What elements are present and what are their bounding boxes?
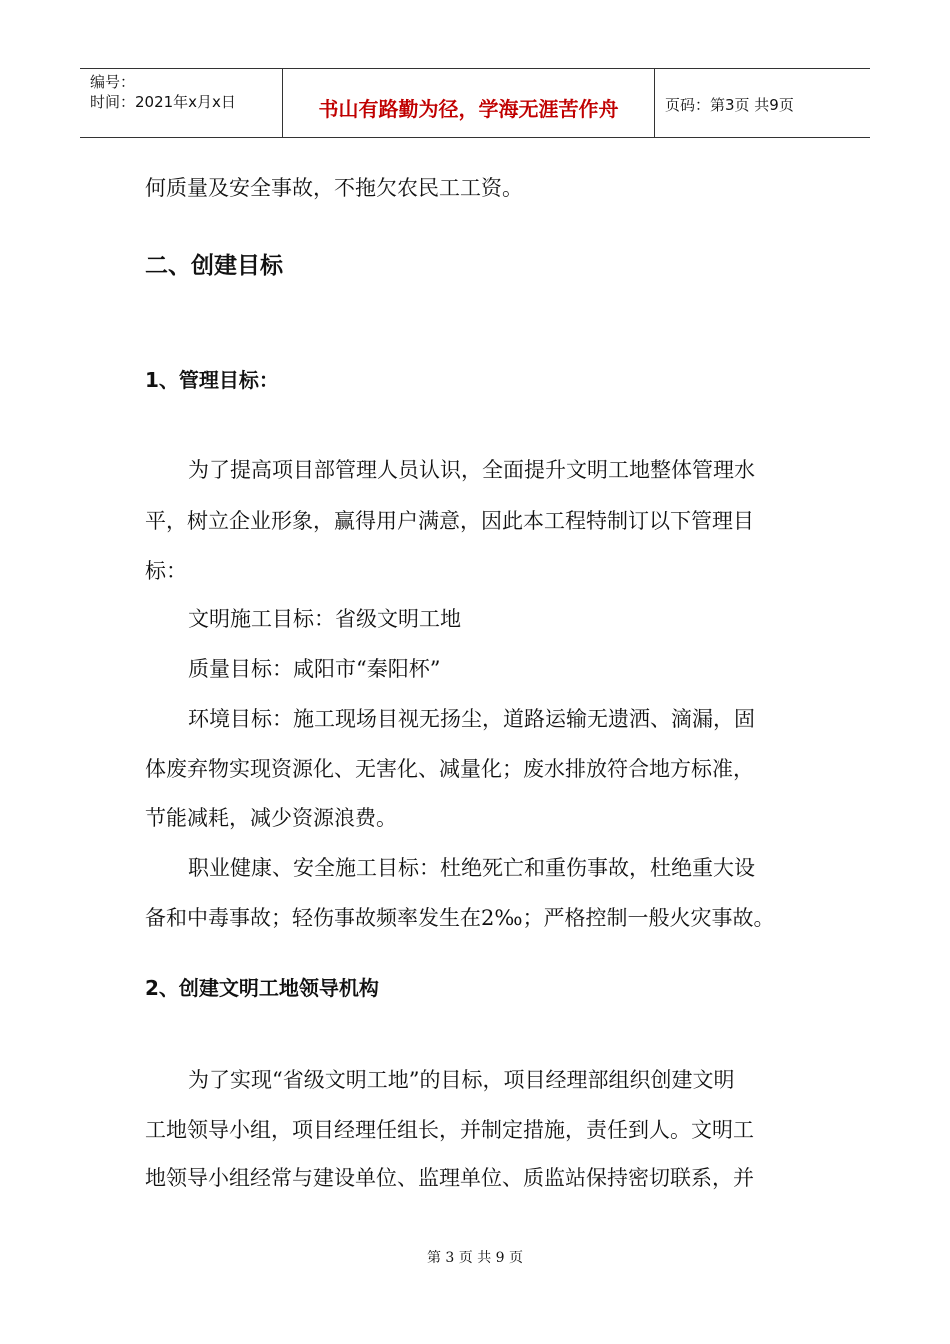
subsection-heading: 2、创建文明工地领导机构 xyxy=(145,976,379,1000)
paragraph-line: 标： xyxy=(145,559,187,583)
paragraph-line: 地领导小组经常与建设单位、监理单位、质监站保持密切联系，并 xyxy=(145,1166,754,1190)
paragraph-line: 文明施工目标：省级文明工地 xyxy=(188,607,461,631)
header-meta-cell xyxy=(80,69,283,137)
subsection-heading: 1、管理目标： xyxy=(145,368,279,392)
paragraph-line: 职业健康、安全施工目标：杜绝死亡和重伤事故，杜绝重大设 xyxy=(188,856,755,880)
motto: 书山有路勤为径，学海无涯苦作舟 xyxy=(318,97,619,121)
paragraph-line: 为了提高项目部管理人员认识，全面提升文明工地整体管理水 xyxy=(188,458,755,482)
paragraph-line: 何质量及安全事故，不拖欠农民工工资。 xyxy=(145,176,523,200)
date-label: 时间：2021年x月x日 xyxy=(90,93,236,111)
paragraph-line: 备和中毒事故；轻伤事故频率发生在2‰；严格控制一般火灾事故。 xyxy=(145,906,775,930)
number-label: 编号： xyxy=(90,73,136,91)
header-motto-cell xyxy=(283,69,655,137)
header-page-cell xyxy=(655,69,870,137)
section-heading: 二、创建目标 xyxy=(145,253,283,279)
paragraph-line: 为了实现“省级文明工地”的目标，项目经理部组织创建文明 xyxy=(188,1068,735,1092)
paragraph-line: 工地领导小组，项目经理任组长，并制定措施，责任到人。文明工 xyxy=(145,1118,754,1142)
page-footer: 第 3 页 共 9 页 xyxy=(426,1250,524,1266)
page-info: 页码：第3页 共9页 xyxy=(665,96,794,114)
paragraph-line: 质量目标：咸阳市“秦阳杯” xyxy=(188,657,441,681)
paragraph-line: 体废弃物实现资源化、无害化、减量化；废水排放符合地方标准， xyxy=(145,757,754,781)
header-table xyxy=(80,68,870,138)
paragraph-line: 节能减耗，减少资源浪费。 xyxy=(145,806,397,830)
paragraph-line: 平，树立企业形象，赢得用户满意，因此本工程特制订以下管理目 xyxy=(145,509,754,533)
paragraph-line: 环境目标：施工现场目视无扬尘，道路运输无遗洒、滴漏，固 xyxy=(188,707,755,731)
